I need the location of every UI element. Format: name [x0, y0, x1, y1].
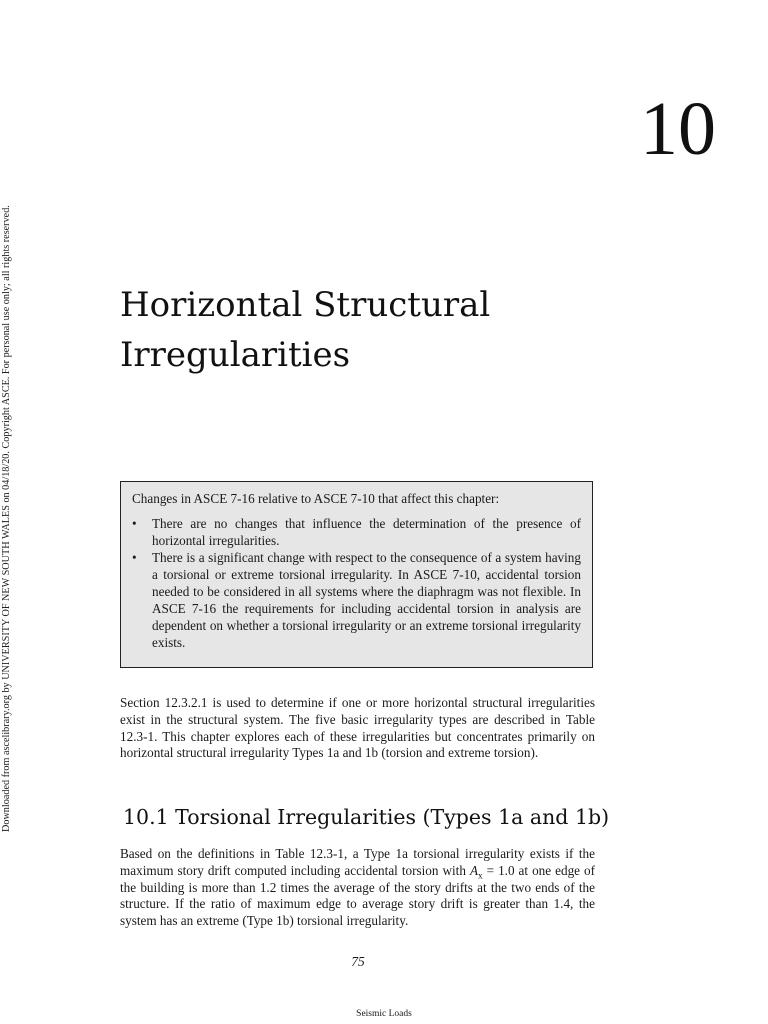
- bullet-icon: •: [132, 550, 137, 565]
- torsion-paragraph-text-start: Based on the definitions in Table 12.3-1, a Type 1a torsional irregularity exists if the maximum story drift computed including accidental torsion with: [120, 846, 595, 878]
- amplification-factor-subscript: x: [478, 870, 483, 881]
- changes-list-item: [132, 515, 581, 549]
- bullet-icon: •: [132, 516, 137, 531]
- changes-list-item-text: There is a significant change with respect to the consequence of a system having a torsional or extreme torsional irregularity. In ASCE 7-10, accidental torsion needed to be considered in all systems where the diaphragm was not flexible. In ASCE 7-16 the requirements for including accidental torsion in analysis are dependent on whether a torsional irregularity or an extreme torsional irregularity exists.: [152, 550, 581, 650]
- section-heading: 10.1 Torsional Irregularities (Types 1a and 1b): [123, 805, 610, 829]
- torsion-paragraph: [120, 846, 595, 930]
- chapter-title-line-1: Horizontal Structural: [120, 285, 491, 325]
- intro-paragraph: Section 12.3.2.1 is used to determine if one or more horizontal structural irregularities exist in the structural system. The five basic irregularity types are described in Table 12.3-1. This chapter explores each of these irregularities but concentrates primarily on horizontal structural irregularity Types 1a and 1b (torsion and extreme torsion).: [120, 695, 595, 761]
- torsion-paragraph-text-end: = 1.0 at one edge of the building is more than 1.2 times the average of the story drifts at the two ends of the structure. If the ratio of maximum edge to average story drift is greater than 1.4, the system has an extreme (Type 1b) torsional irregularity.: [120, 862, 596, 929]
- chapter-title-line-2: Irregularities: [120, 335, 351, 375]
- chapter-title: [120, 280, 600, 380]
- page-number: 75: [351, 954, 365, 969]
- amplification-factor-symbol: A: [469, 862, 478, 878]
- changes-list-item: [132, 549, 581, 651]
- footer-book-title: Seismic Loads: [356, 1009, 412, 1019]
- changes-list-item-text: There are no changes that influence the determination of the presence of horizontal irregularities.: [152, 516, 581, 548]
- changes-box-intro: Changes in ASCE 7-16 relative to ASCE 7-10 that affect this chapter:: [132, 491, 500, 506]
- copyright-side-note: Downloaded from ascelibrary.org by UNIVERSITY OF NEW SOUTH WALES on 04/18/20. Copyright ASCE. For personal use only; all rights reserved.: [1, 205, 12, 832]
- changes-box: [120, 481, 593, 668]
- changes-list: [132, 515, 581, 651]
- chapter-number: 10: [640, 87, 716, 171]
